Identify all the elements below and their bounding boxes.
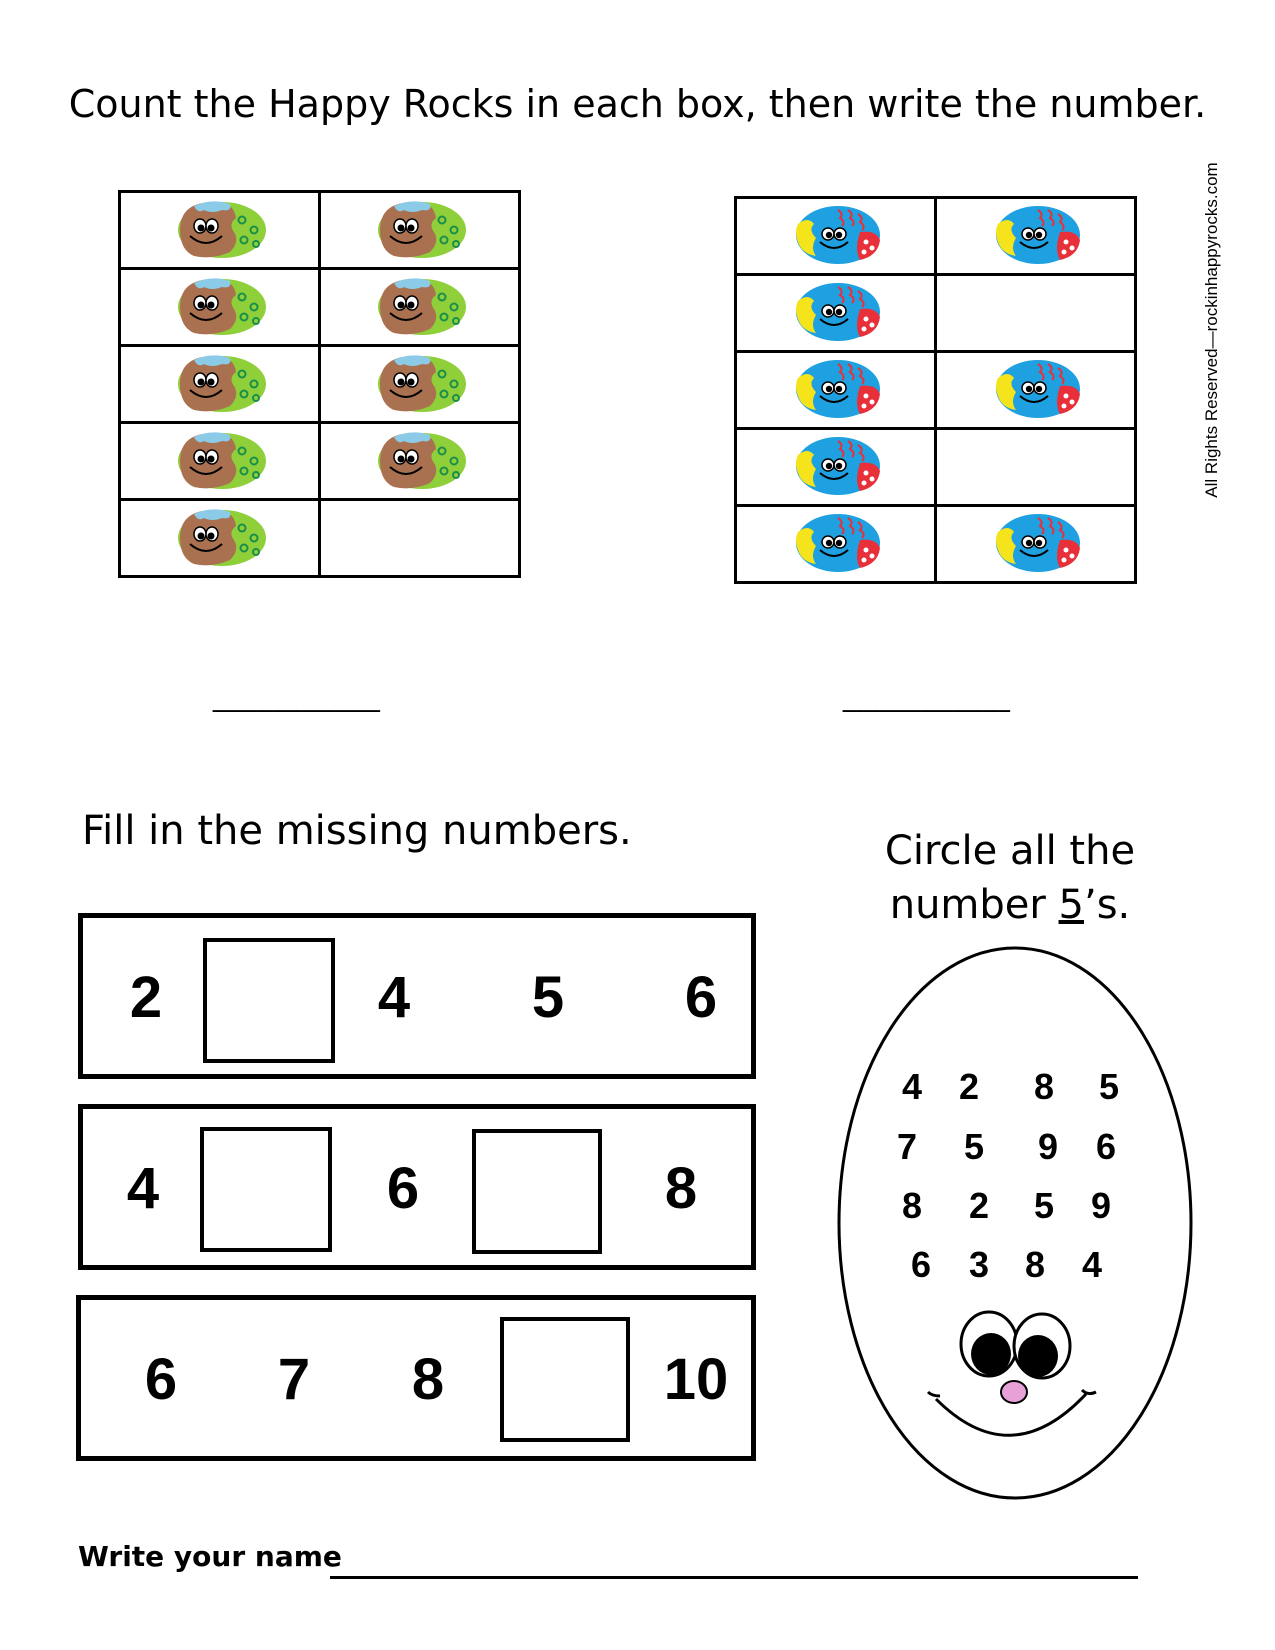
egg-number[interactable]: 8 [1024, 1244, 1046, 1285]
sequence-number: 10 [663, 1347, 729, 1412]
brown-green-happy-rock-icon [172, 553, 268, 572]
brown-green-happy-rock-icon [372, 245, 468, 264]
blue-yellow-happy-rock-icon [788, 251, 884, 270]
sequence-number: 2 [129, 965, 163, 1030]
grid-cell [736, 198, 936, 275]
sequence-number: 8 [664, 1156, 698, 1221]
egg-number[interactable]: 9 [1090, 1185, 1112, 1226]
grid-cell [320, 500, 520, 577]
fill-instructions: Fill in the missing numbers. [82, 808, 632, 854]
grid-cell [320, 346, 520, 423]
grid-cell [320, 423, 520, 500]
grid-cell [120, 423, 320, 500]
grid-cell [936, 198, 1136, 275]
egg-number[interactable]: 6 [910, 1244, 932, 1285]
egg-number[interactable]: 5 [963, 1126, 985, 1167]
blue-yellow-happy-rock-icon [788, 405, 884, 424]
grid-cell [320, 269, 520, 346]
sequence-number: 6 [144, 1347, 178, 1412]
egg-number[interactable]: 2 [968, 1185, 990, 1226]
missing-number-box[interactable] [472, 1129, 602, 1254]
egg-number[interactable]: 6 [1095, 1126, 1117, 1167]
grid-cell [936, 352, 1136, 429]
copyright-notice: All Rights Reserved—rockinhappyrocks.com [1202, 162, 1221, 498]
egg-numbers [836, 944, 1196, 1502]
grid-cell [936, 429, 1136, 506]
circle-instructions-line-1: Circle all the [884, 828, 1136, 874]
name-prompt: Write your name [78, 1540, 342, 1573]
name-input-line[interactable] [330, 1576, 1138, 1579]
missing-number-box[interactable] [203, 938, 335, 1063]
egg-number[interactable]: 9 [1037, 1126, 1059, 1167]
egg-number[interactable]: 5 [1033, 1185, 1055, 1226]
grid-cell [736, 352, 936, 429]
brown-green-happy-rock-icon [172, 399, 268, 418]
brown-green-happy-rock-icon [372, 399, 468, 418]
brown-green-happy-rock-icon [172, 476, 268, 495]
brown-green-happy-rock-icon [372, 322, 468, 341]
grid-cell [936, 506, 1136, 583]
sequence-number: 8 [411, 1347, 445, 1412]
brown-green-happy-rock-icon [172, 245, 268, 264]
circle-instructions-suffix: ’s. [1084, 882, 1131, 928]
blue-yellow-happy-rock-icon [788, 559, 884, 578]
grid-cell [120, 192, 320, 269]
missing-number-box[interactable] [500, 1317, 630, 1442]
brown-green-happy-rock-icon [372, 476, 468, 495]
grid-cell [120, 500, 320, 577]
egg-number[interactable]: 3 [968, 1244, 990, 1285]
egg-number[interactable]: 8 [1033, 1066, 1055, 1107]
blue-yellow-happy-rock-icon [988, 559, 1084, 578]
blue-yellow-happy-rock-icon [988, 251, 1084, 270]
answer-blank-1[interactable]: __________ [213, 680, 380, 713]
count-instructions: Count the Happy Rocks in each box, then write the number. [68, 82, 1207, 126]
grid-cell [736, 506, 936, 583]
answer-blank-2[interactable]: __________ [843, 680, 1010, 713]
grid-cell [736, 275, 936, 352]
circle-instructions-line-2 [860, 878, 1160, 932]
sequence-number: 5 [531, 965, 565, 1030]
sequence-row-1 [78, 913, 756, 1079]
egg-number[interactable]: 4 [1081, 1244, 1103, 1285]
grid-cell [320, 192, 520, 269]
sequence-number: 6 [684, 965, 718, 1030]
grid-cell [120, 269, 320, 346]
egg-number[interactable]: 2 [958, 1066, 980, 1107]
blue-yellow-happy-rock-icon [788, 482, 884, 501]
egg-number[interactable]: 4 [901, 1066, 923, 1107]
blue-yellow-happy-rock-icon [988, 405, 1084, 424]
egg-number[interactable]: 7 [896, 1126, 918, 1167]
sequence-number: 7 [277, 1347, 311, 1412]
grid-cell [736, 429, 936, 506]
egg-number[interactable]: 5 [1098, 1066, 1120, 1107]
brown-green-happy-rock-icon [172, 322, 268, 341]
egg-number[interactable]: 8 [901, 1185, 923, 1226]
circle-instructions-prefix: number [889, 882, 1059, 928]
sequence-number: 6 [386, 1156, 420, 1221]
blue-yellow-happy-rock-icon [788, 328, 884, 347]
missing-number-box[interactable] [200, 1127, 332, 1252]
grid-cell [936, 275, 1136, 352]
sequence-row-2 [78, 1104, 756, 1270]
sequence-number: 4 [126, 1156, 160, 1221]
circle-instructions [860, 824, 1160, 932]
count-grid-blue-rocks [734, 196, 1137, 584]
grid-cell [120, 346, 320, 423]
count-grid-brown-rocks [118, 190, 521, 578]
sequence-row-3 [76, 1295, 756, 1461]
sequence-number: 4 [377, 965, 411, 1030]
underlined-digit: 5 [1058, 882, 1084, 928]
